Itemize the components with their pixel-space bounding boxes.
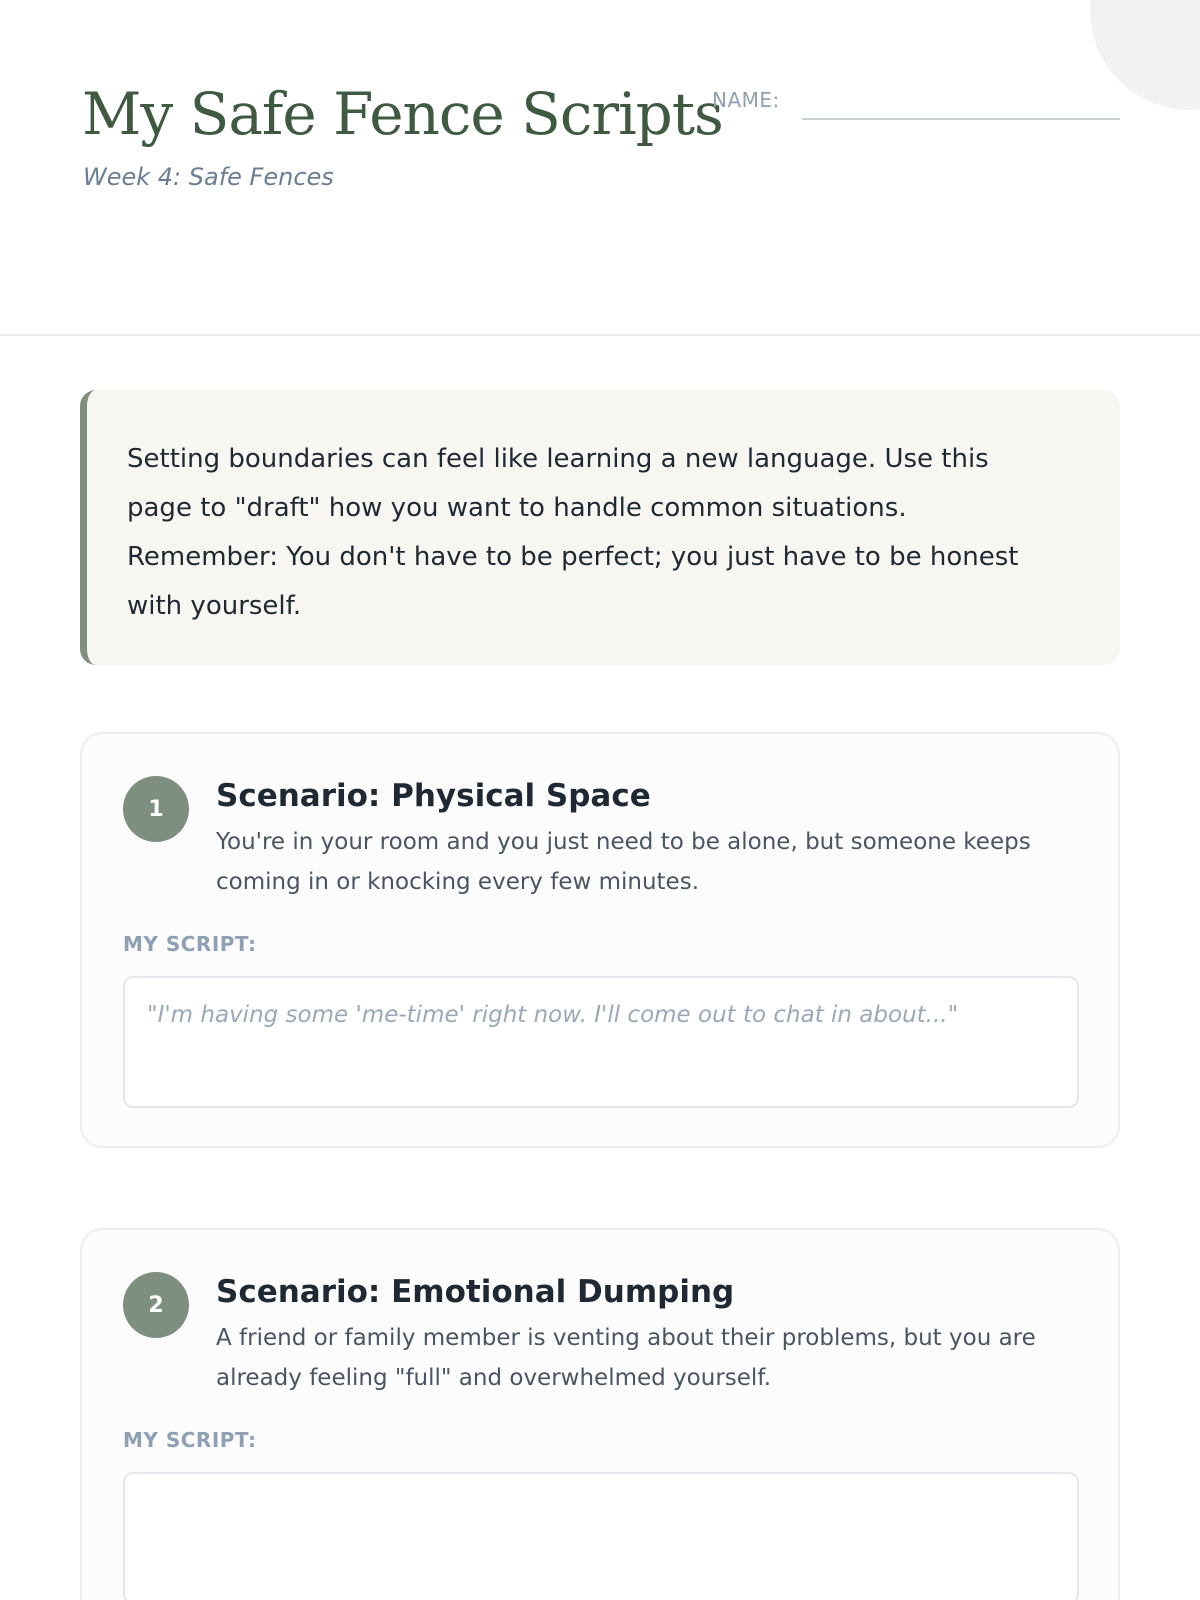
script-label: MY SCRIPT: [123,1428,257,1452]
name-field-line[interactable] [802,118,1120,120]
intro-text: Setting boundaries can feel like learning a new language. Use this page to "draft" how you want to handle common situations. Remember: You don't have to be perfect; you just have to be honest with yourself. [127,444,1019,621]
page-title: My Safe Fence Scripts [82,80,723,148]
scenario-number-badge: 1 [123,776,189,842]
page-subtitle: Week 4: Safe Fences [83,163,334,191]
name-label: NAME: [712,88,780,112]
script-input[interactable] [123,1472,1079,1600]
scenario-number-badge: 2 [123,1272,189,1338]
scenario-description: You're in your room and you just need to be alone, but someone keeps coming in or knocking every few minutes. [216,829,1031,895]
scenario-description: A friend or family member is venting about their problems, but you are already feeling "full" and overwhelmed yourself. [216,1325,1036,1391]
intro-callout [80,390,1120,665]
scenario-title: Scenario: Emotional Dumping [216,1274,735,1310]
scenario-card [80,1228,1120,1600]
scenario-card [80,732,1120,1148]
script-label: MY SCRIPT: [123,932,257,956]
script-input[interactable] [123,976,1079,1108]
scenario-title: Scenario: Physical Space [216,778,651,814]
worksheet-header [0,0,1200,336]
